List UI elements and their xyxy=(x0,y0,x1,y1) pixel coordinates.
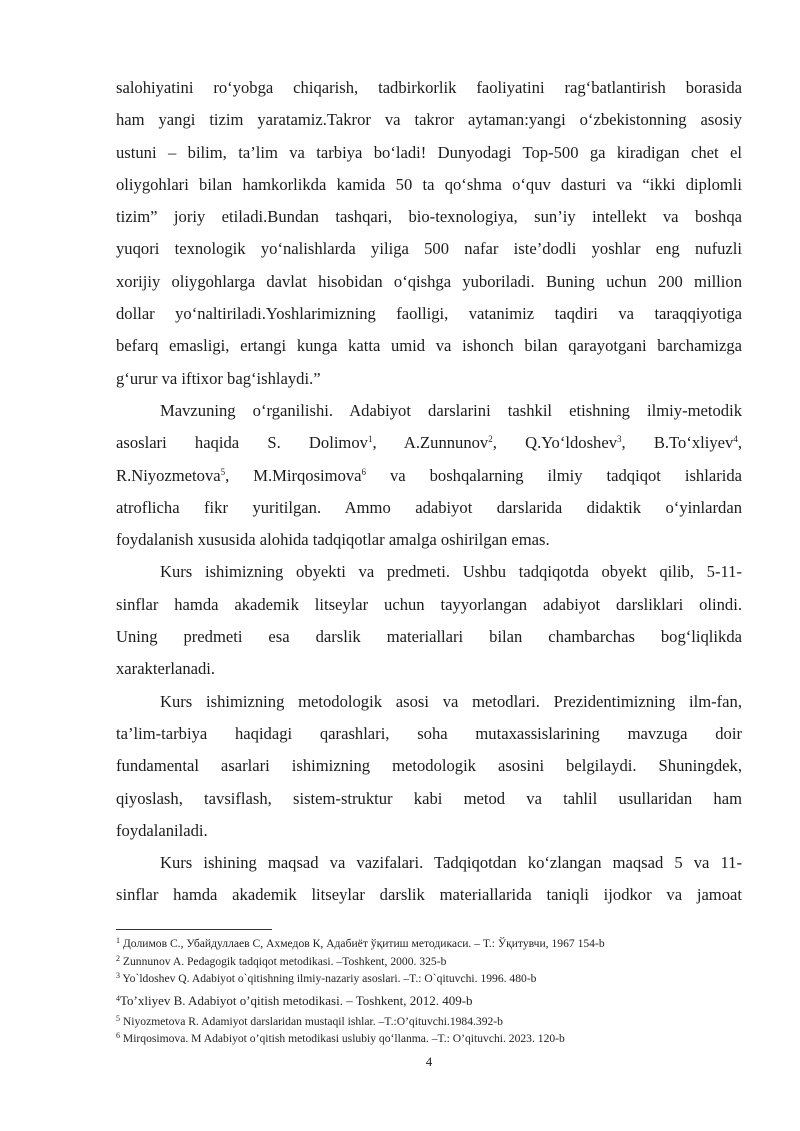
body-text xyxy=(116,72,742,912)
footnote: $^1$ Долимов С., Убайдуллаев С, Ахмедов К, Адабиёт ўқитиш методикаси. – Т.: Ўқитувчи, 1967 154-b xyxy=(116,936,605,950)
text-line: foydalanish xususida alohida tadqiqotlar amalga oshirilgan emas. xyxy=(116,530,550,550)
text-line: atroflicha fikr yuritilgan. Ammo adabiyot darslarida didaktik o‘yinlardan xyxy=(116,497,742,517)
paragraph-start-line: Mavzuning o‘rganilishi. Adabiyot darslarini tashkil etishning ilmiy-metodik xyxy=(160,400,742,420)
footnote: $^4$To’xliyev B. Adabiyot o’qitish metodikasi. – Toshkent, 2012. 409-b xyxy=(116,992,473,1008)
footnote: $^2$ Zunnunov A. Pedagogik tadqiqot metodikasi. –Toshkent, 2000. 325-b xyxy=(116,953,447,968)
paragraph-start-line: Kurs ishining maqsad va vazifalari. Tadqiqotdan ko‘zlangan maqsad 5 va 11- xyxy=(160,853,742,873)
text-line: salohiyatini ro‘yobga chiqarish, tadbirkorlik faoliyatini rag‘batlantirish borasida xyxy=(116,78,742,97)
page-number: 4 xyxy=(425,1054,433,1069)
footnote-divider xyxy=(116,929,272,930)
paragraph-start-line: Kurs ishimizning obyekti va predmeti. Ushbu tadqiqotda obyekt qilib, 5-11- xyxy=(160,562,742,582)
text-line: sinflar hamda akademik litseylar uchun tayyorlangan adabiyot darsliklari olindi. xyxy=(116,594,742,614)
footnote-ref: 2 xyxy=(488,434,493,445)
text-line: ta’lim-tarbiya haqidagi qarashlari, soha mutaxassislarining mavzuga doir xyxy=(116,723,742,743)
text-line: fundamental asarlari ishimizning metodologik asosini belgilaydi. Shuningdek, xyxy=(116,756,742,776)
text-line: oliygohlari bilan hamkorlikda kamida 50 ta qo‘shma o‘quv dasturi va “ikki diplomli xyxy=(116,174,742,194)
text-line-with-refs: asoslari haqida S. Dolimov$^1$, A.Zunnunov$^2$, Q.Yo‘ldoshev$^3$, B.To‘xliyev$^4$, xyxy=(116,433,743,453)
paragraph-start-line: Kurs ishimizning metodologik asosi va metodlari. Prezidentimizning ilm-fan, xyxy=(160,691,742,711)
text-line: xarakterlanadi. xyxy=(116,659,216,679)
footnote-ref: 1 xyxy=(367,434,373,445)
text-line: g‘urur va iftixor bag‘ishlaydi.” xyxy=(116,368,321,388)
footnotes xyxy=(116,935,756,1048)
text-line: qiyoslash, tavsiflash, sistem-struktur kabi metod va tahlil usullaridan ham xyxy=(116,788,742,808)
footnote-ref: 3 xyxy=(617,434,622,445)
footnote: $^6$ Mirqosimova. M Adabiyot o’qitish metodikasi uslubiy qo‘llanma. –T.: O’qituvchi. 2023. 120-b xyxy=(116,1031,565,1045)
text-line: dollar yo‘naltiriladi.Yoshlarimizning faolligi, vatanimiz taqdiri va taraqqiyotiga xyxy=(116,304,742,324)
footnote: $^3$ Yo`ldoshev Q. Adabiyot o`qitishning ilmiy-nazariy asoslari. –T.: O`qituvchi. 1996. 480-b xyxy=(116,971,537,985)
footnote: $^5$ Niyozmetova R. Adamiyot darslaridan mustaqil ishlar. –T.:O’qituvchi.1984.392-b xyxy=(116,1013,503,1028)
text-line: Uning predmeti esa darslik materiallari bilan chambarchas bog‘liqlikda xyxy=(116,627,742,647)
text-line: tizim” joriy etiladi.Bundan tashqari, bio-texnologiya, sun’iy intellekt va boshqa xyxy=(116,207,742,227)
text-line: foydalaniladi. xyxy=(116,820,208,840)
footnote-ref: 4 xyxy=(733,434,738,445)
text-line: xorijiy oliygohlarga davlat hisobidan o‘qishga yuboriladi. Buning uchun 200 million xyxy=(116,271,742,291)
text-line-with-refs: R.Niyozmetova$^5$, M.Mirqosimova$^6$ va boshqalarning ilmiy tadqiqot ishlarida xyxy=(116,465,742,485)
text-line: yuqori texnologik yo‘nalishlarda yiliga 500 nafar iste’dodli yoshlar eng nufuzli xyxy=(116,239,742,259)
text-line: sinflar hamda akademik litseylar darslik materiallarida taniqli ijodkor va jamoat xyxy=(116,885,742,905)
text-line: ustuni – bilim, ta’lim va tarbiya bo‘ladi! Dunyodagi Top-500 ga kiradigan chet el xyxy=(116,142,742,162)
footnote-ref: 6 xyxy=(361,466,367,477)
text-line: befarq emasligi, ertangi kunga katta umid va ishonch bilan qarayotgani barchamizga xyxy=(116,336,742,356)
footnote-ref: 5 xyxy=(220,466,226,477)
text-line: ham yangi tizim yaratamiz.Takror va takror aytaman:yangi o‘zbekistonning asosiy xyxy=(116,110,742,130)
